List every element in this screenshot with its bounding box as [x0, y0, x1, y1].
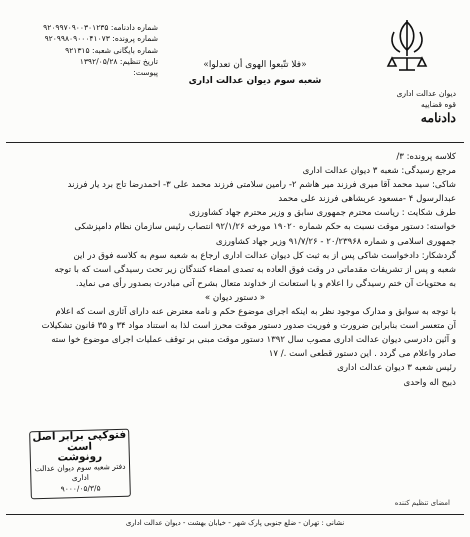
ruling-line: صادر واعلام می گردد . این دستور قطعی است ./ ۱۷ — [268, 349, 456, 360]
branch-name: شعبه سوم دیوان عدالت اداری — [188, 76, 322, 86]
document-title: دادنامه — [420, 110, 456, 125]
signature-line: رئیس شعبه ۳ دیوان عدالت اداری — [337, 363, 456, 374]
body-line: شعبه و پس از تشریفات مقدماتی در وقت فوق العاده به تصدی امضاء کنندگان زیر تحت رسیدگی است که با توجه — [54, 264, 456, 275]
body-line: به محتویات آن ختم رسیدگی را اعلام و با استعانت از خداوند متعال بشرح آتی مبادرت بصدور رأی می نماید. — [75, 278, 456, 289]
body-line: عبدالرسول ۴ -مسعود عربشاهی فرزند علی محمد — [278, 194, 456, 205]
certified-copy-stamp — [29, 429, 131, 500]
meta-value: ۹۲۰۹۹۷۰۹۰۰۳۰۱۲۳۵ — [43, 23, 109, 32]
meta-label: شماره پرونده — [114, 34, 158, 44]
decision-body — [14, 150, 456, 390]
body-line: شاکی: سید محمد آقا میری فرزند میر هاشم ۲- رامین سلامتی فرزند محمد علی ۳- احمدرضا تاج برد یار فرزند — [67, 180, 456, 191]
body-line: مرجع رسیدگی: شعبه ۳ دیوان عدالت اداری — [302, 166, 456, 177]
stamp-line: ۹۰۰۰/۰۵/۳/۵ — [60, 482, 101, 494]
meta-case-number: شماره پرونده: ۹۲۰۹۹۸۰۹۰۰۰۴۱۰۷۳ — [44, 34, 158, 44]
stamp-line: رونوشت — [57, 450, 103, 464]
ruling-line: با توجه به سوابق و مدارک موجود نظر به اینکه اجرای موضوع حکم و نامه معترض عنه دارای آثاری است که اعلام — [55, 307, 456, 318]
org-line: قوه قضاییه — [421, 100, 456, 109]
iran-emblem-icon — [384, 18, 430, 74]
body-line: گردشکار: دادخواست شاکی پس از به ثبت کل دیوان عدالت اداری ارجاع به شعبه سوم به کلاسه فوق در این — [73, 250, 456, 261]
org-line: دیوان عدالت اداری — [396, 89, 456, 98]
header-divider — [6, 142, 464, 143]
footer-divider — [6, 514, 464, 515]
meta-archive-number: شماره بایگانی شعبه: ۹۲۱۳۱۵ — [65, 45, 158, 55]
meta-value: ۱۳۹۲/۰۵/۲۸ — [79, 56, 118, 66]
meta-value: ۹۲۰۹۹۸۰۹۰۰۰۴۱۰۷۳ — [44, 34, 110, 44]
order-heading: « دستور دیوان » — [204, 292, 266, 303]
stamp-line: فتوکپی برابر اصل است — [32, 428, 127, 453]
meta-attachment: پیوست: — [133, 68, 158, 78]
header-center — [170, 60, 340, 86]
organization-block — [346, 88, 456, 123]
meta-label: شماره بایگانی شعبه — [94, 45, 158, 55]
stamp-line: دفتر شعبه سوم دیوان عدالت اداری — [34, 461, 126, 483]
ruling-line: آن متعسر است بنابراین ضرورت و فوریت صدور دستور موقت محرز است لذا به استناد مواد ۳۴ و ۳۵ قانون تشکیلات — [41, 321, 456, 332]
meta-label: پیوست — [135, 68, 158, 78]
meta-label: تاریخ تنظیم — [122, 56, 158, 66]
case-metadata — [8, 22, 158, 78]
meta-date: تاریخ تنظیم: ۱۳۹۲/۰۵/۲۸ — [79, 56, 158, 66]
body-line: جمهوری اسلامی و شماره ۲۰/۲۳۹۶۸ - ۹۱/۷/۲۶ وزیر جهاد کشاورزی — [215, 236, 456, 247]
quran-verse: «فلا تتّبعوا الهوی أن تعدلوا» — [203, 60, 307, 70]
meta-label: شماره دادنامه — [113, 23, 158, 32]
footer-address: نشانی : تهران - ضلع جنوبی پارک شهر - خیابان بهشت - دیوان عدالت اداری — [125, 519, 345, 527]
body-line: خواسته: دستور موقت نسبت به حکم شماره ۱۹۰۲۰ مورخه ۹۲/۱/۲۶ انتصاب رئیس سازمان نظام دامپزشکی — [74, 222, 456, 233]
body-line: کلاسه پرونده: ۳/ — [396, 152, 456, 162]
signer-note: امضای تنظیم کننده — [394, 499, 450, 507]
body-line: طرف شکایت : ریاست محترم جمهوری سابق و وزیر محترم جهاد کشاورزی — [188, 208, 456, 219]
meta-value: ۹۲۱۳۱۵ — [65, 45, 90, 55]
signature-line: ذبیح اله واحدی — [403, 377, 456, 388]
ruling-line: و آئین دادرسی دیوان عدالت اداری مصوب سال ۱۳۹۲ دستور موقت مبنی بر توقف عملیات اجرای موضوع خوا سته — [51, 335, 456, 346]
meta-decision-number: شماره دادنامه: ۹۲۰۹۹۷۰۹۰۰۳۰۱۲۳۵ — [43, 23, 158, 32]
